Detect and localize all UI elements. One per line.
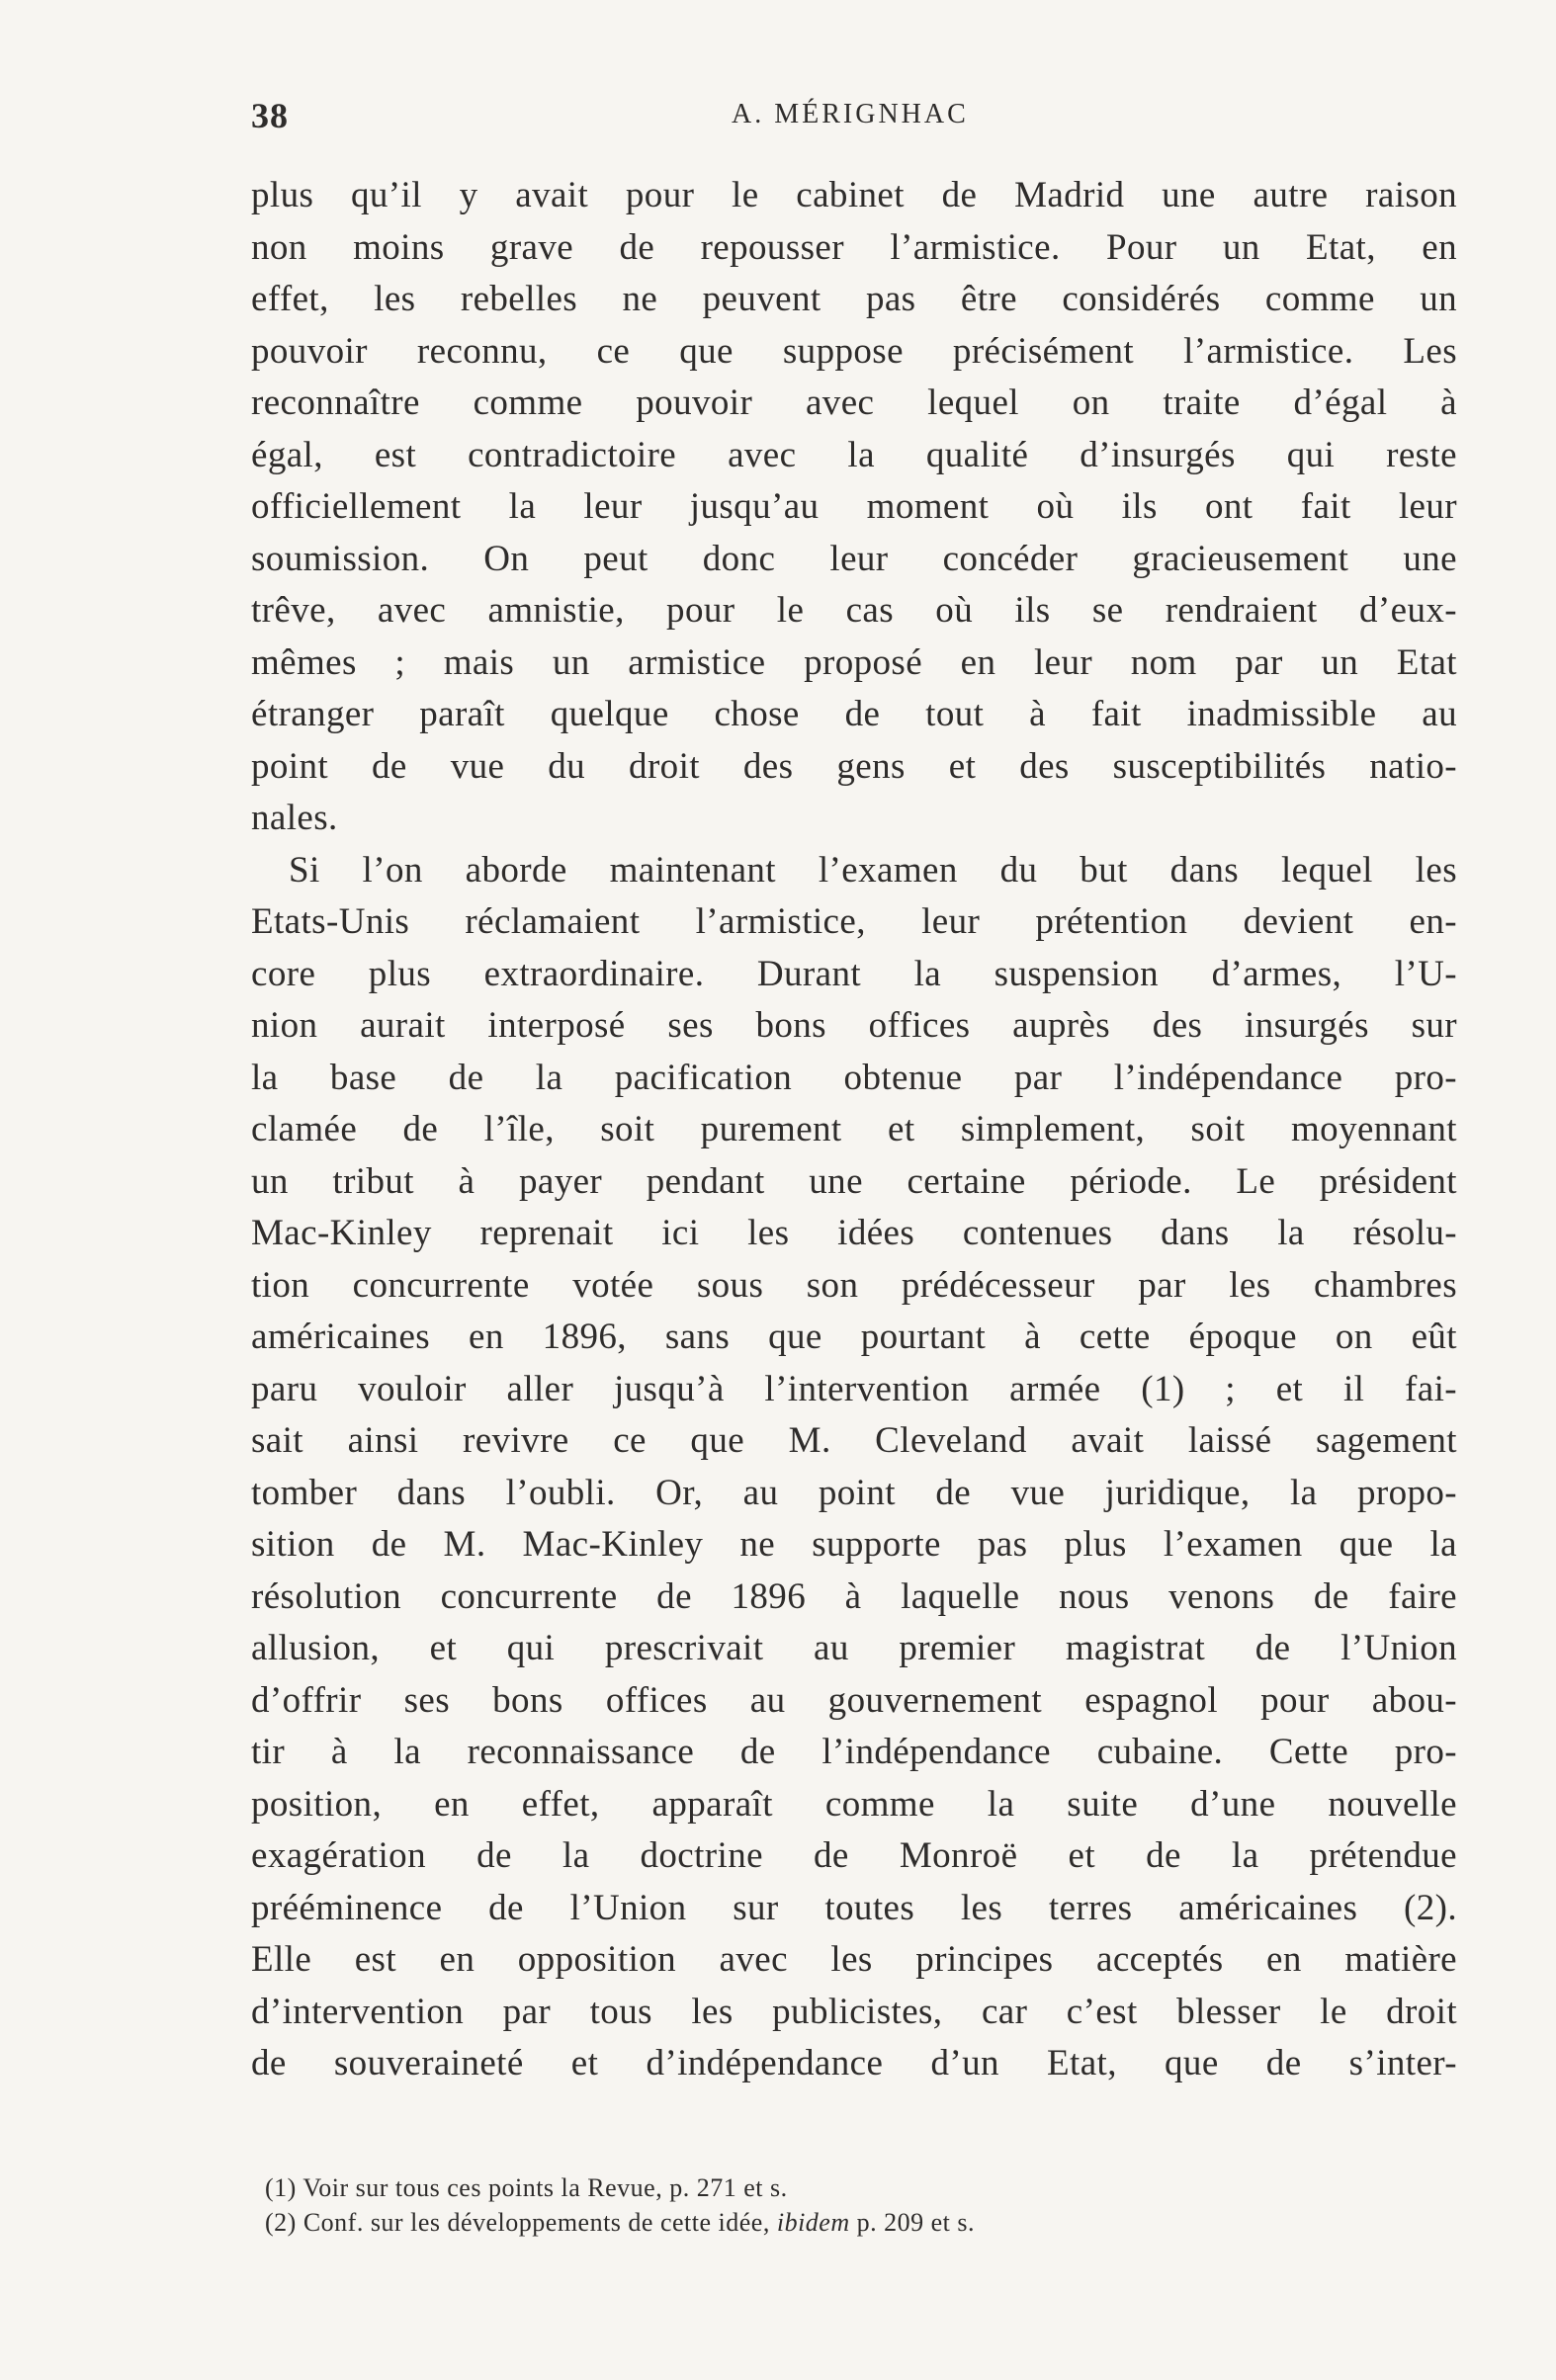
page-header (0, 95, 1556, 134)
footnote-2 (265, 2205, 1352, 2240)
text-line: tomber dans l’oubli. Or, au point de vue juridique, la propo- (251, 1472, 1457, 1513)
footnote-1: (1) Voir sur tous ces points la Revue, p. 271 et s. (265, 2173, 788, 2202)
text-line: résolution concurrente de 1896 à laquelle nous venons de faire (251, 1575, 1457, 1617)
running-head-author: A. MÉRIGNHAC (732, 99, 969, 129)
footnote-2-page: p. 209 et s. (849, 2208, 975, 2237)
text-line: reconnaître comme pouvoir avec lequel on traite d’égal à (251, 382, 1457, 423)
text-line: officiellement la leur jusqu’au moment où ils ont fait leur (251, 486, 1457, 527)
text-line: position, en effet, apparaît comme la suite d’une nouvelle (251, 1783, 1457, 1825)
text-line: paru vouloir aller jusqu’à l’intervention armée (1) ; et il fai- (251, 1368, 1457, 1409)
body-text (251, 170, 1457, 2090)
text-line: plus qu’il y avait pour le cabinet de Madrid une autre raison (251, 175, 1457, 215)
text-line: Elle est en opposition avec les principes acceptés en matière (251, 1939, 1457, 1980)
text-line: égal, est contradictoire avec la qualité d’insurgés qui reste (251, 434, 1457, 475)
text-line: core plus extraordinaire. Durant la suspension d’armes, l’U- (251, 953, 1457, 994)
text-line: effet, les rebelles ne peuvent pas être considérés comme un (251, 279, 1457, 319)
text-line: sait ainsi revivre ce que M. Cleveland avait laissé sagement (251, 1420, 1457, 1461)
text-line: trêve, avec amnistie, pour le cas où ils se rendraient d’eux- (251, 590, 1457, 631)
text-line: la base de la pacification obtenue par l’indépendance pro- (251, 1057, 1457, 1098)
text-line: exagération de la doctrine de Monroë et de la prétendue (251, 1835, 1457, 1876)
text-line: mêmes ; mais un armistice proposé en leur nom par un Etat (251, 641, 1457, 683)
text-line: sition de M. Mac-Kinley ne supporte pas plus l’examen que la (251, 1524, 1457, 1565)
text-line: Mac-Kinley reprenait ici les idées contenues dans la résolu- (251, 1213, 1457, 1253)
paragraph-first-line: Si l’on aborde maintenant l’examen du but dans lequel les (289, 849, 1457, 891)
paragraph-end-line: nales. (251, 798, 338, 838)
footnotes (265, 2170, 1352, 2240)
text-line: prééminence de l’Union sur toutes les terres américaines (2). (251, 1887, 1457, 1928)
text-line: clamée de l’île, soit purement et simplement, soit moyennant (251, 1109, 1457, 1149)
footnote-2-ibidem: ibidem (776, 2208, 850, 2237)
text-line: Etats-Unis réclamaient l’armistice, leur prétention devient en- (251, 901, 1457, 942)
text-line: pouvoir reconnu, ce que suppose précisément l’armistice. Les (251, 330, 1457, 372)
footnote-2-text: (2) Conf. sur les développements de cette idée, (265, 2208, 777, 2237)
text-line: soumission. On peut donc leur concéder gracieusement une (251, 538, 1457, 579)
text-line: américaines en 1896, sans que pourtant à cette époque on eût (251, 1317, 1457, 1357)
text-line: nion aurait interposé ses bons offices auprès des insurgés sur (251, 1005, 1457, 1046)
text-line: un tribut à payer pendant une certaine période. Le président (251, 1160, 1457, 1202)
text-line: tion concurrente votée sous son prédécesseur par les chambres (251, 1264, 1457, 1306)
text-line: de souveraineté et d’indépendance d’un Etat, que de s’inter- (251, 2043, 1457, 2083)
text-line: étranger paraît quelque chose de tout à fait inadmissible au (251, 694, 1457, 734)
text-line: d’offrir ses bons offices au gouvernement espagnol pour abou- (251, 1679, 1457, 1721)
text-line: non moins grave de repousser l’armistice. Pour un Etat, en (251, 226, 1457, 268)
text-line: d’intervention par tous les publicistes, car c’est blesser le droit (251, 1991, 1457, 2032)
text-line: tir à la reconnaissance de l’indépendance cubaine. Cette pro- (251, 1732, 1457, 1772)
text-line: point de vue du droit des gens et des susceptibilités natio- (251, 745, 1457, 787)
text-line: allusion, et qui prescrivait au premier magistrat de l’Union (251, 1628, 1457, 1668)
page-number: 38 (251, 96, 289, 135)
